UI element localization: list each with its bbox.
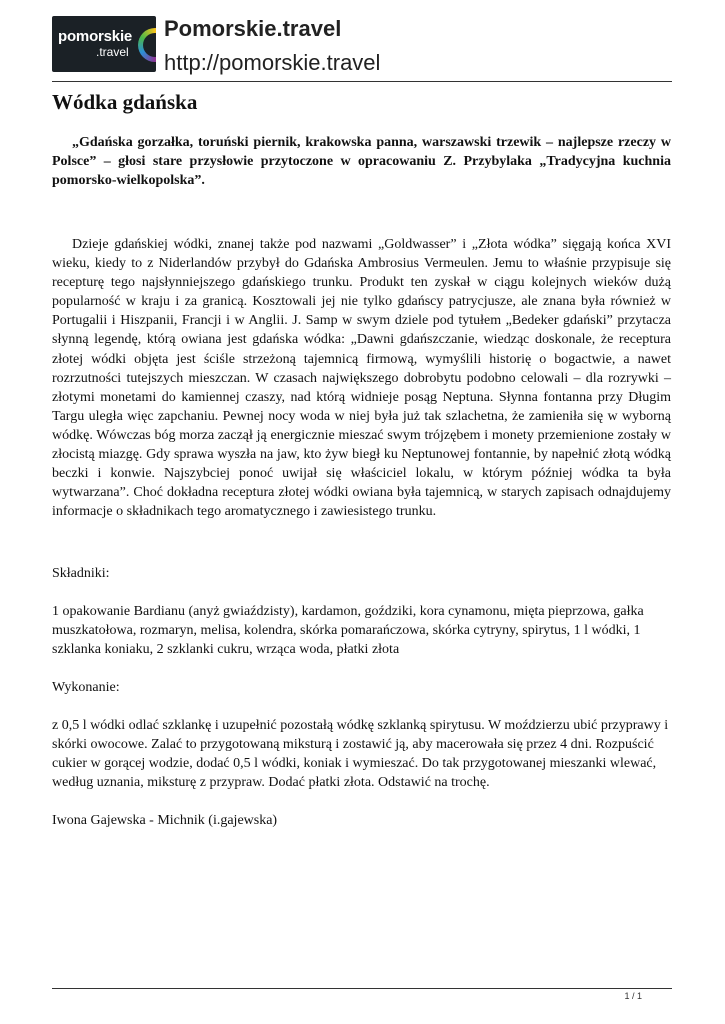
page-number: 1 / 1 — [624, 991, 642, 1001]
site-name: Pomorskie.travel — [164, 16, 342, 41]
logo-text-primary: pomorskie — [58, 28, 133, 45]
preparation-text: z 0,5 l wódki odlać szklankę i uzupełnić pozostałą wódkę szklanką spirytusu. W moździerzu ubić przyprawy i skórki owocowe. Zalać to przygotowaną miksturą i zostawić ją, aby macerowała się przez 4 dni. Rozpuścić cukier w gorącej wodzie, dodać 0,5 l wódki, koniak i wymieszać. Do tak przygotowanej mieszanki wlewać, według uznania, miksturę z przypraw. Dodać płatki złota. Odstawić na trochę. — [52, 718, 669, 791]
logo-ring-hole — [143, 33, 156, 57]
footer-divider — [52, 988, 672, 989]
article-author: Iwona Gajewska - Michnik (i.gajewska) — [52, 813, 278, 829]
article-intro: „Gdańska gorzałka, toruński piernik, krakowska panna, warszawski trzewik – najlepsze rzeczy w Polsce” – głosi stare przysłowie przytoczone w opracowaniu Z. Przybylaka „Tradycyjna kuchnia pomorsko-wielkopolska”. — [52, 135, 671, 188]
article-body: Dzieje gdańskiej wódki, znanej także pod nazwami „Goldwasser” i „Złota wódka” sięgają końca XVI wieku, kiedy to z Niderlandów przybył do Gdańska Ambrosius Vermeulen. Jemu to właśnie przypisuje się recepturę tego najsłynniejszego gdańskiego trunku. Produkt ten zyskał w ciągu kolejnych wieków dużą popularność w kraju i za granicą. Kosztowali jej nie tylko gdańscy patrycjusze, ale znana była również w Portugalii i Hiszpanii, Francji i w Anglii. J. Samp w swym dziele pod tytułem „Bedeker gdański” przytacza słynną legendę, którą owiana jest gdańska wódka: „Dawni gdańszczanie, wiedząc doskonale, że receptura złotej wódki objęta jest ściśle strzeżoną tajemnicą firmową, wymyślili historię o bogactwie, a nawet rozrzutności tutejszych mieszczan. W czasach największego dobrobytu podobno celowali – dla rozrywki – złotymi monetami do kamiennej czaszy, nad którą widnieje posąg Neptuna. Słynna fontanna przy Długim Targu uległa więc zapchaniu. Pewnej nocy woda w niej była już tak szlachetna, że zamieniła się w wyborną wódkę. Wówczas bóg morza zaczął ją energicznie mieszać swym trójzębem i monety przemienione zostały w złocistą miazgę. Gdy sprawa wyszła na jaw, kto żyw biegł ku Neptunowej fontannie, by napełnić złotą wódką beczki i konwie. Najszybciej ponoć uwijał się właściciel lokalu, w którym później wódka ta była wytwarzana”. Choć dokładna receptura złotej wódki owiana była tajemnicą, w starych zapisach odnajdujemy informacje o składnikach tego aromatycznego i zawiesistego trunku. — [52, 237, 671, 520]
page-header — [52, 16, 672, 82]
preparation-label: Wykonanie: — [52, 680, 120, 696]
header-divider — [52, 81, 672, 82]
logo-ring-icon — [138, 28, 156, 62]
logo-text-secondary: .travel — [96, 45, 129, 59]
ingredients-text: 1 opakowanie Bardianu (anyż gwiaździsty), kardamon, goździki, kora cynamonu, mięta pieprzowa, gałka muszkatołowa, rozmaryn, melisa, kolendra, skórka pomarańczowa, skórka cytryny, spirytus, 1 l wódki, 1 szklanka koniaku, 2 szklanki cukru, wrząca woda, płatki złota — [52, 604, 644, 658]
site-url-link[interactable]: http://pomorskie.travel — [164, 50, 381, 75]
pomorskie-travel-logo[interactable] — [52, 16, 156, 72]
article-title: Wódka gdańska — [52, 90, 198, 114]
ingredients-label: Składniki: — [52, 566, 110, 582]
article — [52, 90, 671, 830]
